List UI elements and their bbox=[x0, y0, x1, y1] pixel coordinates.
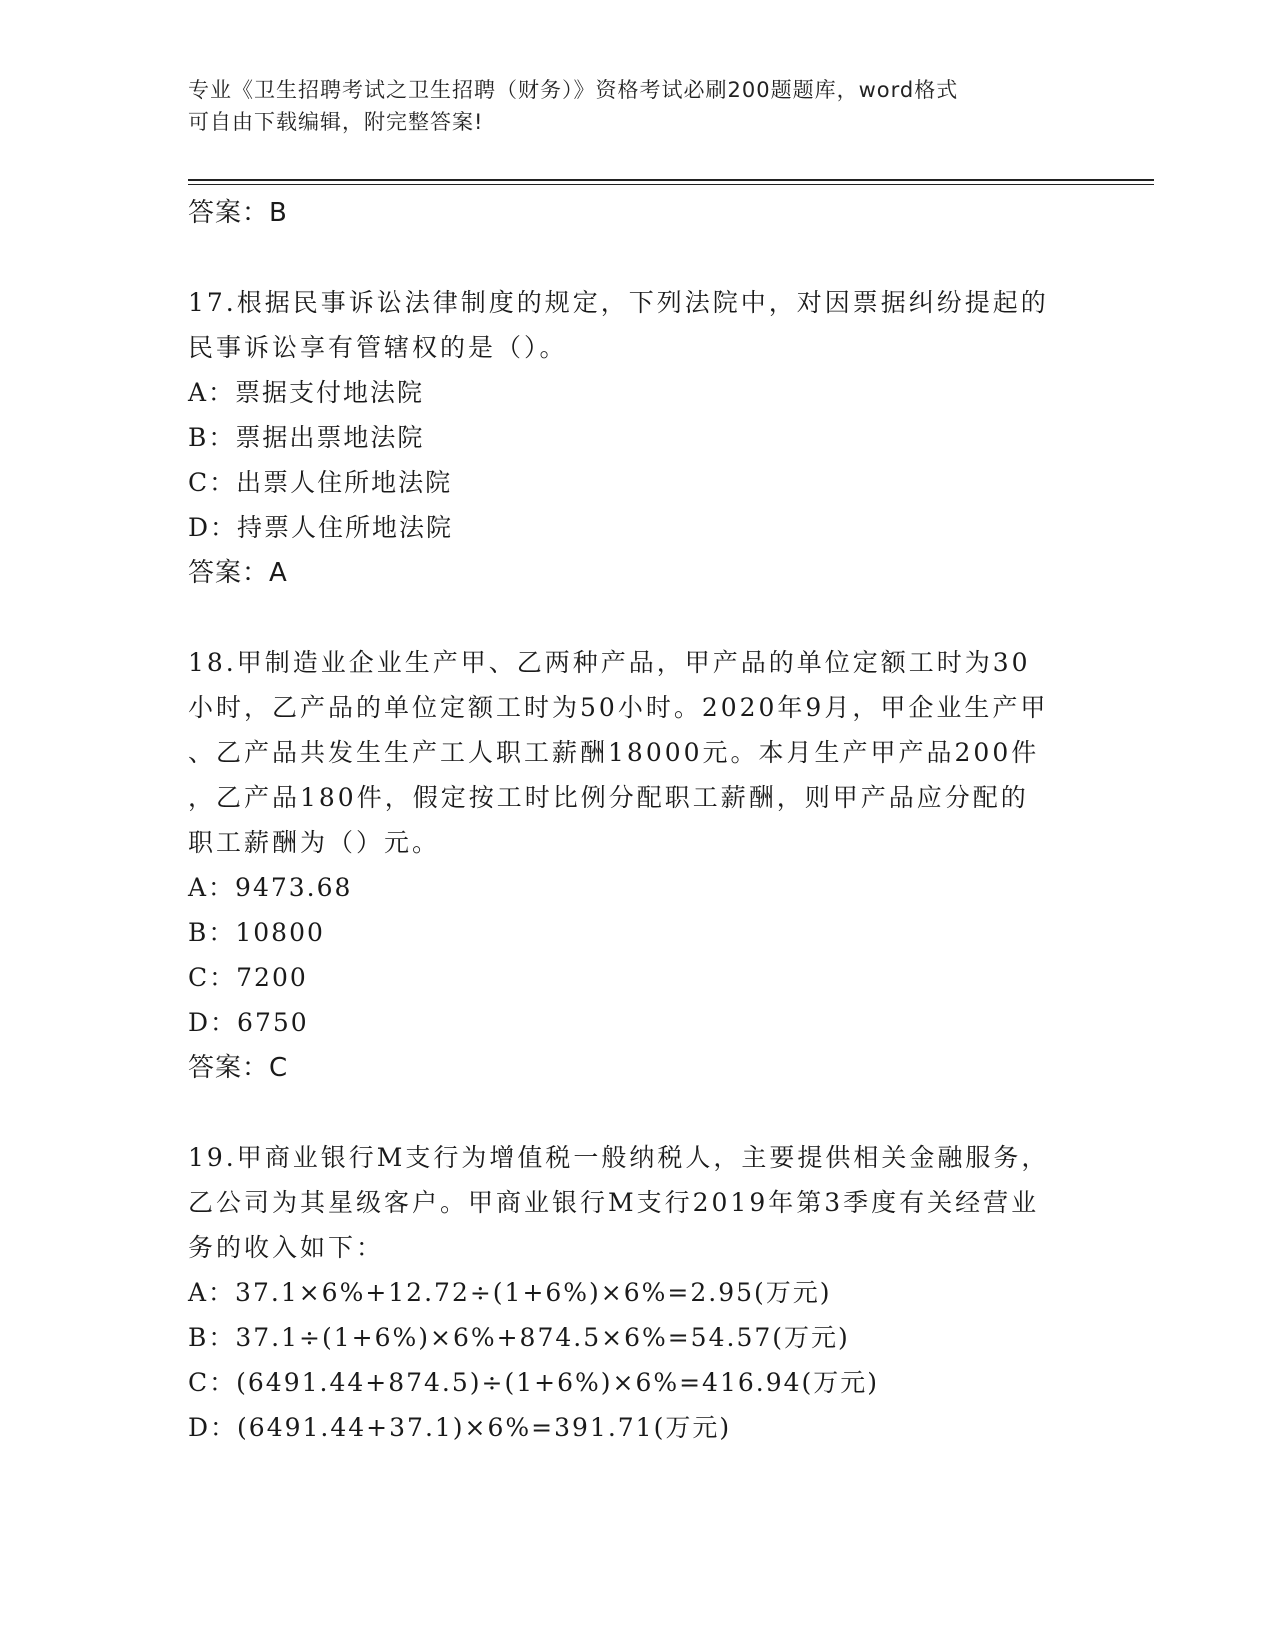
option-c: C：出票人住所地法院 bbox=[188, 468, 453, 497]
header-divider-thick bbox=[188, 179, 1154, 181]
question-text-line: 18.甲制造业企业生产甲、乙两种产品，甲产品的单位定额工时为30 bbox=[188, 648, 1031, 677]
question-text-line: 职工薪酬为（）元。 bbox=[188, 828, 441, 857]
option-b: B：10800 bbox=[188, 918, 325, 947]
option-a: A：票据支付地法院 bbox=[188, 378, 425, 407]
question-text-line: ，乙产品180件，假定按工时比例分配职工薪酬，则甲产品应分配的 bbox=[188, 783, 1029, 812]
spacer bbox=[188, 236, 1088, 280]
question-19 bbox=[188, 1135, 1088, 1270]
option-a: A：9473.68 bbox=[188, 873, 353, 902]
option-c: C：7200 bbox=[188, 963, 308, 992]
question-text-line: 、乙产品共发生生产工人职工薪酬18000元。本月生产甲产品200件 bbox=[188, 738, 1040, 767]
document-body bbox=[188, 190, 1088, 1450]
option-b: B：37.1÷(1+6%)×6%+874.5×6%=54.57(万元) bbox=[188, 1323, 850, 1352]
option-d: D：(6491.44+37.1)×6%=391.71(万元) bbox=[188, 1413, 732, 1442]
header-title-line-1: 专业《卫生招聘考试之卫生招聘（财务）》资格考试必刷200题题库，word格式 bbox=[188, 78, 959, 102]
question-text-line: 民事诉讼享有管辖权的是（）。 bbox=[188, 333, 568, 362]
option-a: A：37.1×6%+12.72÷(1+6%)×6%=2.95(万元) bbox=[188, 1278, 832, 1307]
header-title-line-2: 可自由下载编辑，附完整答案! bbox=[188, 110, 484, 134]
option-c: C：(6491.44+874.5)÷(1+6%)×6%=416.94(万元) bbox=[188, 1368, 880, 1397]
question-text-line: 19.甲商业银行M支行为增值税一般纳税人，主要提供相关金融服务， bbox=[188, 1143, 1050, 1172]
spacer bbox=[188, 596, 1088, 640]
page-header bbox=[188, 74, 1068, 138]
answer-line-previous: 答案：B bbox=[188, 198, 288, 228]
question-18 bbox=[188, 640, 1088, 865]
option-d: D：持票人住所地法院 bbox=[188, 513, 454, 542]
question-text-line: 小时，乙产品的单位定额工时为50小时。2020年9月，甲企业生产甲 bbox=[188, 693, 1049, 722]
spacer bbox=[188, 1091, 1088, 1135]
answer-line: 答案：A bbox=[188, 558, 288, 588]
question-17 bbox=[188, 280, 1088, 370]
header-divider-thin bbox=[188, 184, 1154, 185]
option-b: B：票据出票地法院 bbox=[188, 423, 425, 452]
question-text-line: 乙公司为其星级客户。甲商业银行M支行2019年第3季度有关经营业 bbox=[188, 1188, 1040, 1217]
question-text-line: 17.根据民事诉讼法律制度的规定，下列法院中，对因票据纠纷提起的 bbox=[188, 288, 1049, 317]
answer-line: 答案：C bbox=[188, 1053, 289, 1083]
question-text-line: 务的收入如下： bbox=[188, 1233, 385, 1262]
option-d: D：6750 bbox=[188, 1008, 309, 1037]
